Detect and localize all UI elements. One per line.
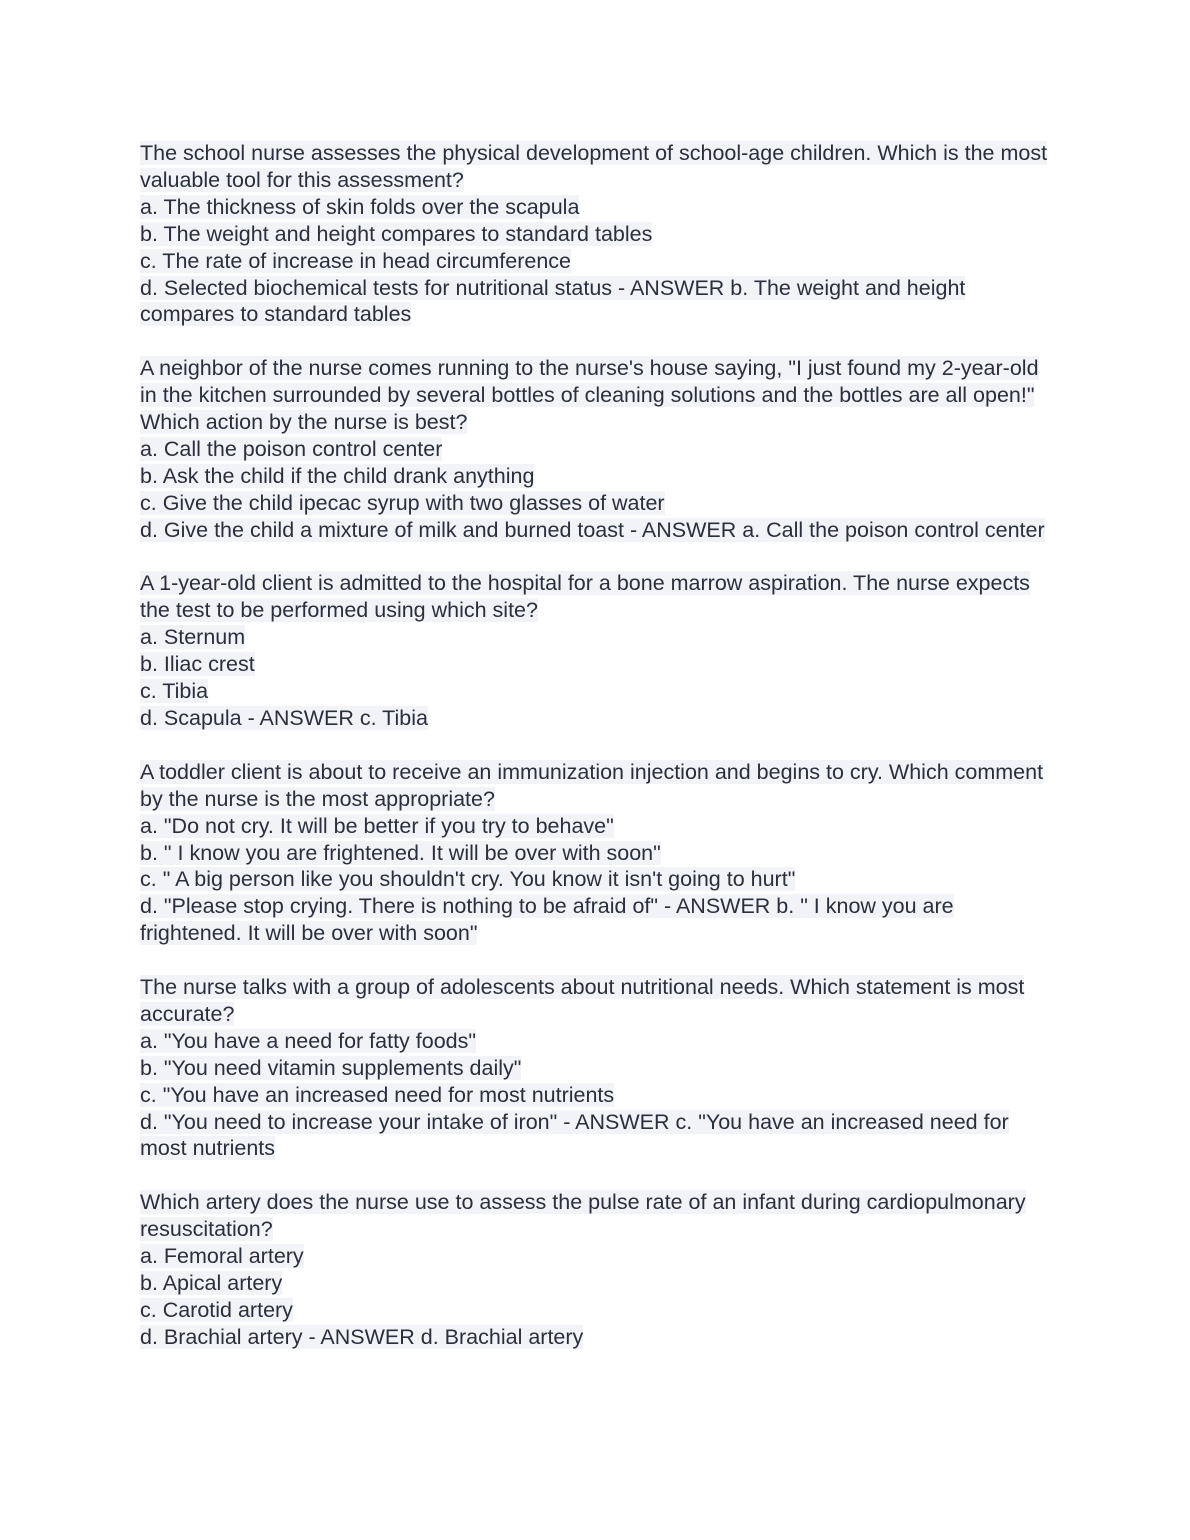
question-block <box>140 355 1050 543</box>
option-b: b. The weight and height compares to standard tables <box>140 221 653 246</box>
option-d-with-answer: d. Give the child a mixture of milk and burned toast - ANSWER a. Call the poison control center <box>140 517 1045 542</box>
option-b: b. Apical artery <box>140 1270 283 1295</box>
option-a: a. The thickness of skin folds over the scapula <box>140 194 580 219</box>
option-c: c. Tibia <box>140 679 209 704</box>
question-stem: A 1-year-old client is admitted to the hospital for a bone marrow aspiration. The nurse expects the test to be performed using which site? <box>140 571 1030 623</box>
option-d-with-answer: d. Scapula - ANSWER c. Tibia <box>140 706 428 730</box>
document-page <box>140 140 1050 1378</box>
option-d-with-answer: d. "You need to increase your intake of iron" - ANSWER c. "You have an increased need for most nutrients <box>140 1109 1009 1161</box>
option-d-with-answer: d. "Please stop crying. There is nothing to be afraid of" - ANSWER b. " I know you are frightened. It will be over with soon" <box>140 894 954 946</box>
option-c: c. Carotid artery <box>140 1297 293 1322</box>
question-block <box>140 759 1050 947</box>
option-b: b. Iliac crest <box>140 652 255 677</box>
option-c: c. Give the child ipecac syrup with two glasses of water <box>140 490 665 515</box>
option-a: a. Sternum <box>140 625 246 650</box>
option-a: a. Femoral artery <box>140 1244 304 1269</box>
question-stem: The nurse talks with a group of adolescents about nutritional needs. Which statement is most accurate? <box>140 975 1025 1026</box>
question-block <box>140 974 1050 1162</box>
option-a: a. "Do not cry. It will be better if you try to behave" <box>140 813 614 838</box>
question-block <box>140 1189 1050 1350</box>
question-block <box>140 570 1050 731</box>
option-c: c. "You have an increased need for most nutrients <box>140 1082 615 1107</box>
question-stem: The school nurse assesses the physical development of school-age children. Which is the most valuable tool for this assessment? <box>140 141 1048 192</box>
option-c: c. " A big person like you shouldn't cry. You know it isn't going to hurt" <box>140 867 796 892</box>
option-d-with-answer: d. Brachial artery - ANSWER d. Brachial artery <box>140 1324 584 1349</box>
option-b: b. "You need vitamin supplements daily" <box>140 1055 522 1080</box>
option-a: a. Call the poison control center <box>140 436 443 461</box>
option-b: b. Ask the child if the child drank anything <box>140 463 535 488</box>
option-a: a. "You have a need for fatty foods" <box>140 1028 477 1053</box>
option-d-with-answer: d. Selected biochemical tests for nutritional status - ANSWER b. The weight and height compares to standard tables <box>140 275 966 327</box>
question-stem: A neighbor of the nurse comes running to the nurse's house saying, "I just found my 2-year-old in the kitchen surrounded by several bottles of cleaning solutions and the bottles are all open!" Which action by the nurse is best? <box>140 356 1039 435</box>
question-block <box>140 140 1050 328</box>
option-c: c. The rate of increase in head circumference <box>140 248 572 273</box>
option-b: b. " I know you are frightened. It will be over with soon" <box>140 840 661 865</box>
question-stem: Which artery does the nurse use to assess the pulse rate of an infant during cardiopulmonary resuscitation? <box>140 1190 1026 1242</box>
question-stem: A toddler client is about to receive an immunization injection and begins to cry. Which comment by the nurse is the most appropriate? <box>140 759 1044 811</box>
